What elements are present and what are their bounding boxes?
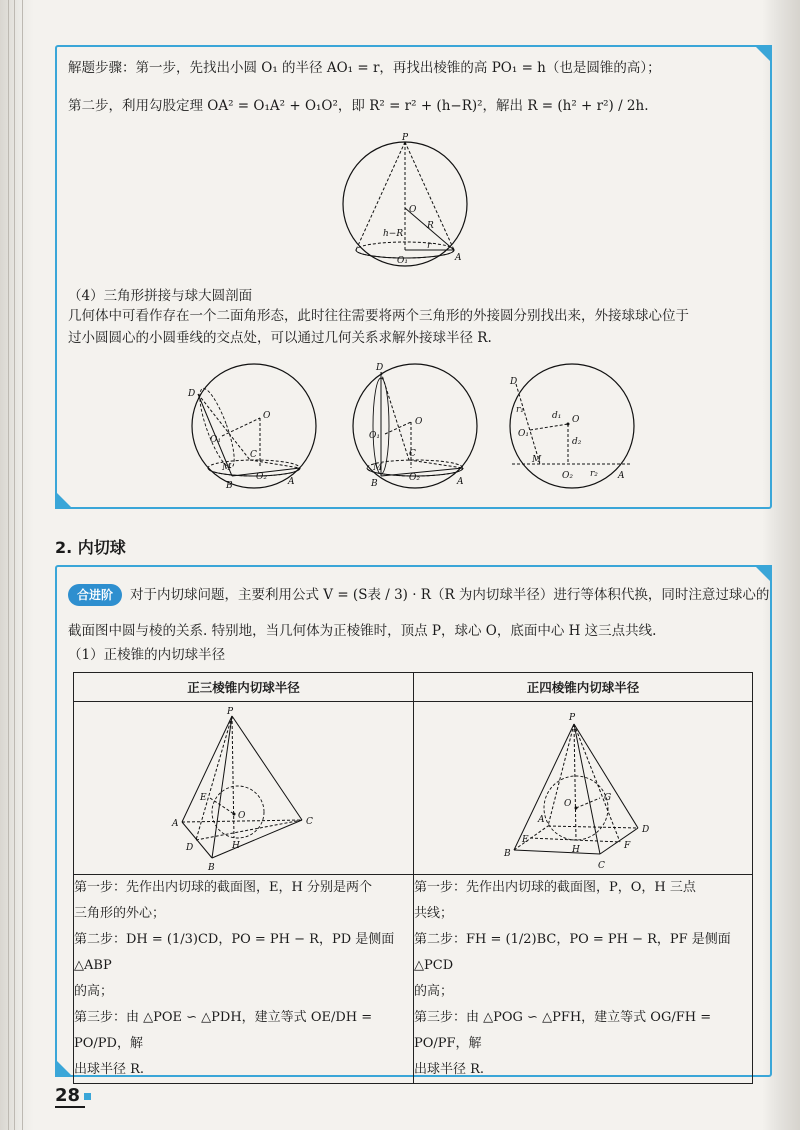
- label-c: C: [250, 450, 257, 460]
- quad-pyramid-steps: [414, 875, 753, 1084]
- label-d: D: [188, 389, 196, 399]
- tri-step-1a: 第一步：先作出内切球的截面图，E，H 分别是两个: [74, 880, 372, 895]
- segment-og: [576, 798, 600, 808]
- label-b: B: [371, 479, 378, 489]
- label-a: A: [618, 471, 625, 481]
- segment-o-o1: [530, 424, 568, 430]
- height-ph: [574, 724, 576, 840]
- label-o: O: [263, 411, 271, 421]
- page-number-text: 28: [55, 1085, 81, 1106]
- label-a: A: [538, 815, 545, 825]
- label-a: A: [288, 477, 295, 487]
- label-c: C: [409, 449, 416, 459]
- label-a: A: [455, 253, 462, 263]
- solution-step-line-1: 解题步骤：第一步，先找出小圆 O₁ 的半径 AO₁ = r，再找出棱锥的高 PO₁ = h（也是圆锥的高）；: [68, 60, 661, 76]
- label-m: M: [532, 455, 542, 465]
- tri-pyramid-figure-cell: [74, 702, 414, 875]
- dihedral-sphere-figure-2: [345, 356, 487, 496]
- edge-pc: [232, 716, 302, 820]
- quad-step-2b: 的高；: [414, 984, 454, 999]
- label-o2: O₂: [562, 471, 573, 481]
- label-d: D: [186, 843, 194, 853]
- solution-step-line-2: 第二步，利用勾股定理 OA² = O₁A² + O₁O²，即 R² = r² + (h−R)²，解出 R = (h² + r²) / 2h.: [68, 98, 649, 114]
- tri-step-2a: 第二步：DH = (1/3)CD，PO = PH − R，PD 是侧面 △ABP: [74, 932, 395, 973]
- tri-step-3b: 出球半径 R.: [74, 1062, 145, 1077]
- cone-in-sphere-figure: [335, 128, 475, 278]
- label-a: A: [172, 819, 179, 829]
- label-r-small: r: [427, 241, 432, 251]
- edge-pc: [574, 724, 600, 854]
- label-o2: O₂: [256, 472, 267, 482]
- box-corner-decoration: [754, 565, 772, 583]
- label-b: B: [226, 481, 233, 491]
- label-o: O: [415, 417, 423, 427]
- quad-step-2a: 第二步：FH = (1/2)BC，PO = PH − R，PF 是侧面 △PCD: [414, 932, 731, 973]
- segment-dc: [196, 820, 302, 840]
- segment-pf: [574, 724, 620, 842]
- dihedral-sphere-figure-1: [184, 356, 326, 496]
- label-r-big: R: [427, 221, 434, 231]
- label-f: F: [624, 841, 631, 851]
- label-b: B: [208, 863, 215, 873]
- tri-step-3a: 第三步：由 △POE ∽ △PDH，建立等式 OE/DH = PO/PD，解: [74, 1010, 373, 1051]
- section-title: 2. 内切球: [55, 538, 126, 557]
- label-b: B: [504, 849, 511, 859]
- quad-step-1b: 共线；: [414, 906, 454, 921]
- label-d1: d₁: [552, 411, 562, 421]
- col-header-quad-pyramid: 正四棱锥内切球半径: [414, 673, 753, 702]
- label-h-minus-r: h−R: [383, 229, 404, 239]
- sphere-outline: [192, 364, 316, 488]
- label-h: H: [572, 845, 580, 855]
- label-o: O: [564, 799, 572, 809]
- great-circle: [510, 364, 634, 488]
- subheading-regular-pyramid: （1）正棱锥的内切球半径: [68, 647, 226, 663]
- edge-dc: [198, 394, 250, 460]
- label-d: D: [376, 363, 384, 373]
- intro-line-2: 截面图中圆与棱的关系. 特别地，当几何体为正棱锥时，顶点 P，球心 O，底面中心 H 这三点共线.: [68, 623, 657, 639]
- label-p: P: [569, 713, 576, 723]
- quad-step-3a: 第三步：由 △POG ∽ △PFH，建立等式 OG/FH = PO/PF，解: [414, 1010, 712, 1051]
- edge-pb: [514, 724, 574, 850]
- edge-ad: [548, 826, 638, 828]
- label-o1: O₁: [369, 431, 380, 441]
- quad-pyramid-figure: [414, 702, 752, 874]
- edge-ba: [381, 468, 463, 476]
- page-number-square-icon: [84, 1093, 91, 1100]
- label-o2: O₂: [409, 473, 420, 483]
- sphere-cross-section-figure: [502, 356, 644, 496]
- center-dot: [575, 807, 578, 810]
- quad-pyramid-figure-cell: [414, 702, 753, 875]
- inscribed-radius-table: [73, 672, 753, 1084]
- tri-pyramid-figure: [74, 702, 413, 874]
- label-o1: O₁: [518, 429, 529, 439]
- label-h: H: [232, 841, 240, 851]
- quad-step-1a: 第一步：先作出内切球的截面图，P，O，H 三点: [414, 880, 696, 895]
- paragraph-line-1: 几何体中可看作存在一个二面角形态，此时往往需要将两个三角形的外接圆分别找出来，外接球球心位于: [68, 308, 689, 324]
- label-r1: r₁: [516, 405, 524, 415]
- label-d2: d₂: [572, 437, 582, 447]
- edge-bc: [212, 820, 302, 858]
- box-corner-decoration: [55, 491, 73, 509]
- advanced-badge: 合进阶: [68, 584, 122, 606]
- label-p: P: [402, 133, 409, 143]
- tri-step-2b: 的高；: [74, 984, 114, 999]
- label-r2: r₂: [590, 469, 598, 479]
- subheading-triangle-splicing: （4）三角形拼接与球大圆剖面: [68, 288, 253, 304]
- label-a: A: [457, 477, 464, 487]
- intro-line-1: 对于内切球问题，主要利用公式 V = (S表 / 3) · R（R 为内切球半径）进行等体积代换，同时注意过球心的: [130, 587, 770, 603]
- book-spine: [0, 0, 34, 1130]
- page-number-underline: [55, 1106, 85, 1108]
- label-m: M: [222, 463, 232, 473]
- tri-step-1b: 三角形的外心；: [74, 906, 166, 921]
- quad-step-3b: 出球半径 R.: [414, 1062, 485, 1077]
- label-g: G: [604, 793, 612, 803]
- label-e: E: [200, 793, 207, 803]
- edge-pa: [548, 724, 574, 826]
- box-corner-decoration: [754, 45, 772, 63]
- label-o1: O₁: [397, 256, 408, 266]
- edge-pd: [574, 724, 638, 828]
- label-m: M: [373, 463, 383, 473]
- label-o: O: [409, 205, 417, 215]
- label-o: O: [238, 811, 246, 821]
- label-p: P: [227, 707, 234, 717]
- segment-oe: [210, 798, 234, 814]
- page-number: [55, 1085, 91, 1106]
- paragraph-line-2: 过小圆圆心的小圆垂线的交点处，可以通过几何关系求解外接球半径 R.: [68, 330, 492, 346]
- label-o: O: [572, 415, 580, 425]
- chord-dm: [516, 384, 540, 464]
- height-ph: [232, 716, 234, 838]
- col-header-tri-pyramid: 正三棱锥内切球半径: [74, 673, 414, 702]
- tri-pyramid-steps: [74, 875, 414, 1084]
- segment-ef: [530, 838, 620, 842]
- center-dot: [567, 423, 570, 426]
- edge-bc: [514, 850, 600, 854]
- label-c: C: [598, 861, 605, 871]
- label-d: D: [642, 825, 650, 835]
- label-d: D: [510, 377, 518, 387]
- center-dot: [233, 813, 236, 816]
- box-corner-decoration: [55, 1059, 73, 1077]
- label-o1: O₁: [210, 435, 221, 445]
- label-e: E: [522, 835, 529, 845]
- edge-ca: [409, 460, 463, 468]
- label-c: C: [306, 817, 313, 827]
